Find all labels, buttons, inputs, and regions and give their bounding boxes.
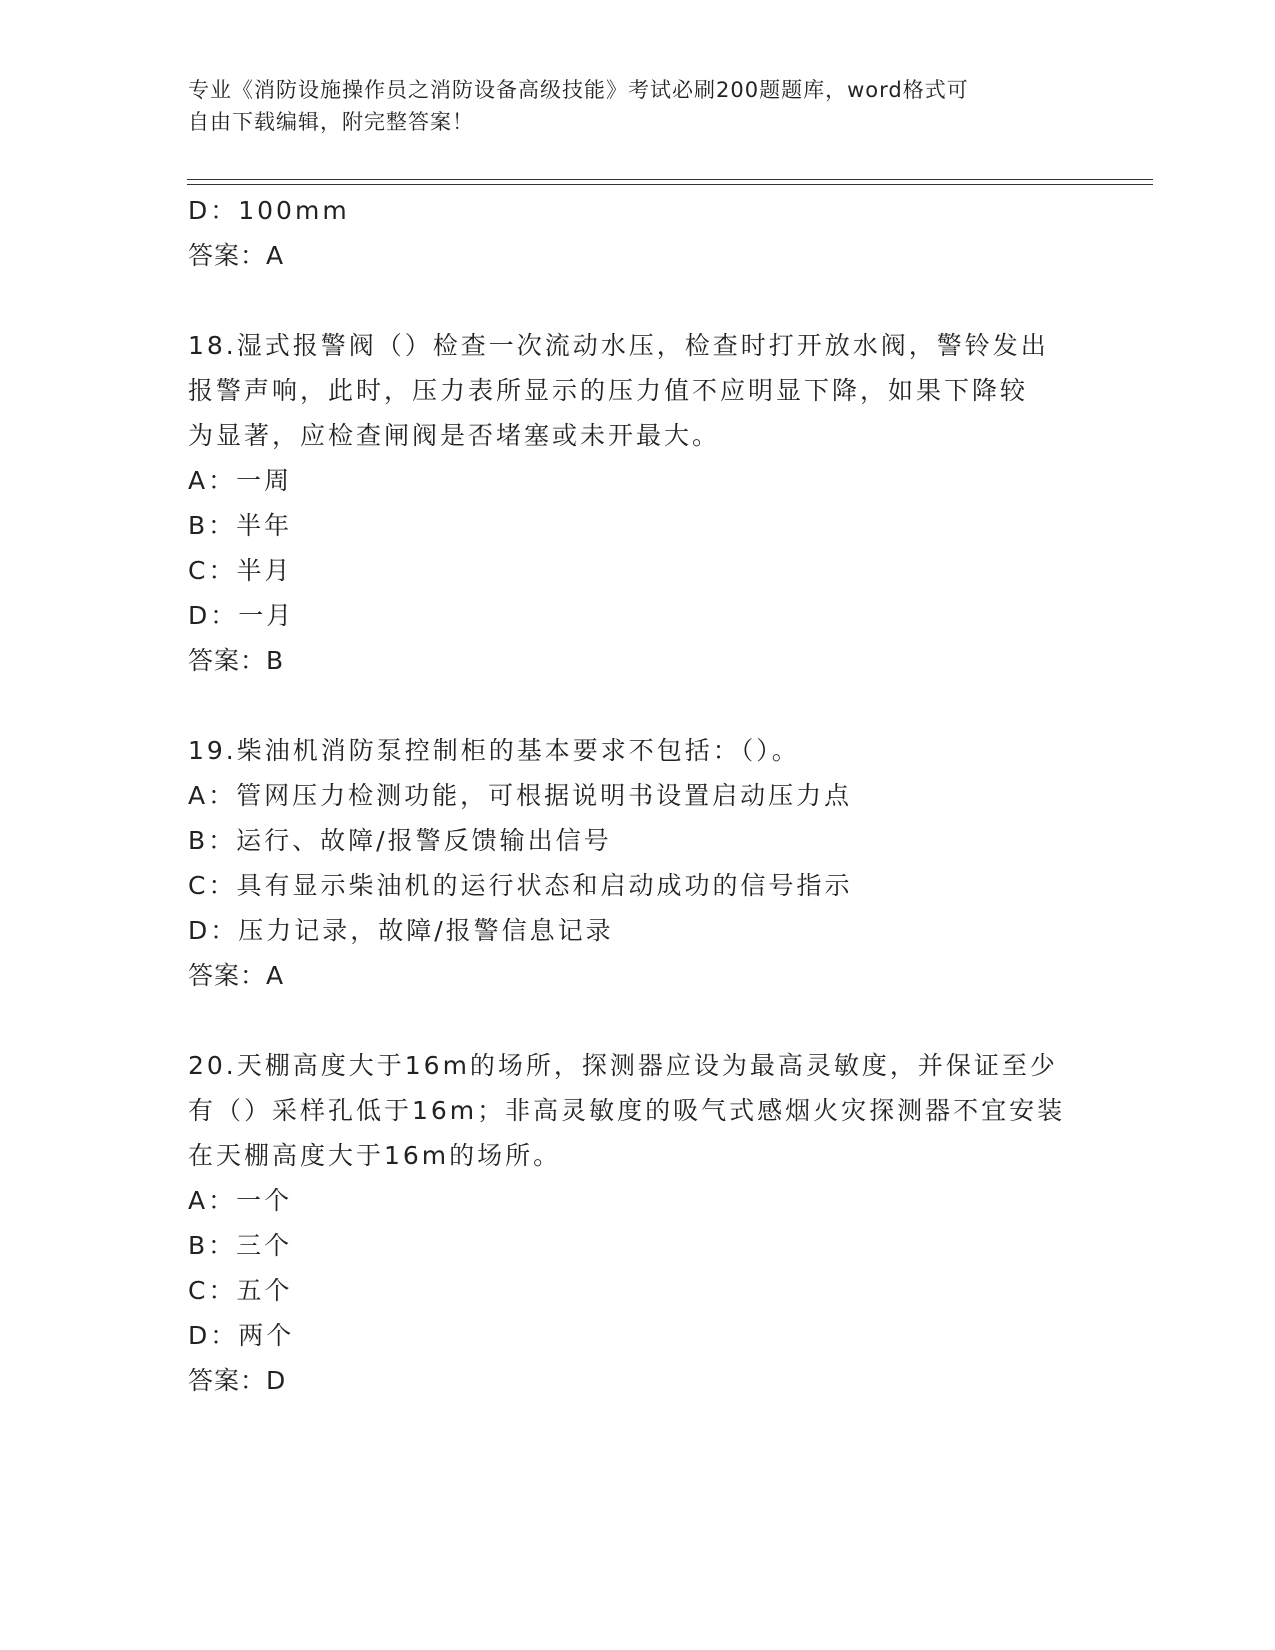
option-a: A：一周 bbox=[188, 466, 293, 495]
option-d: D：一月 bbox=[188, 601, 295, 630]
page-header bbox=[188, 74, 1088, 138]
spacer bbox=[188, 998, 1088, 1043]
option-b: B：半年 bbox=[188, 511, 293, 540]
option-d: D：两个 bbox=[188, 1321, 295, 1350]
option-d: D：压力记录，故障/报警信息记录 bbox=[188, 916, 614, 945]
question-text-line: 报警声响，此时，压力表所显示的压力值不应明显下降，如果下降较 bbox=[188, 376, 1029, 405]
answer-label: 答案：D bbox=[188, 1366, 287, 1395]
question-text-line: 有（）采样孔低于16m；非高灵敏度的吸气式感烟火灾探测器不宜安装 bbox=[188, 1096, 1066, 1125]
question-text-line: 19.柴油机消防泵控制柜的基本要求不包括：（）。 bbox=[188, 736, 800, 765]
question-20 bbox=[188, 1043, 1088, 1403]
answer-label: 答案：A bbox=[188, 961, 285, 990]
header-divider-top bbox=[187, 179, 1153, 180]
option-c: C：半月 bbox=[188, 556, 293, 585]
option-b: B：三个 bbox=[188, 1231, 293, 1260]
question-text-line: 18.湿式报警阀（）检查一次流动水压，检查时打开放水阀，警铃发出 bbox=[188, 331, 1049, 360]
header-line-1: 专业《消防设施操作员之消防设备高级技能》考试必刷200题题库，word格式可 bbox=[188, 78, 969, 102]
previous-question-tail bbox=[188, 188, 1088, 278]
answer-label: 答案：B bbox=[188, 646, 285, 675]
question-text-line: 在天棚高度大于16m的场所。 bbox=[188, 1141, 562, 1170]
option-b: B：运行、故障/报警反馈输出信号 bbox=[188, 826, 612, 855]
answer-label: 答案：A bbox=[188, 241, 285, 270]
question-text-line: 20.天棚高度大于16m的场所，探测器应设为最高灵敏度，并保证至少 bbox=[188, 1051, 1058, 1080]
option-d: D：100mm bbox=[188, 196, 350, 225]
header-divider-bottom bbox=[187, 184, 1153, 185]
option-c: C：具有显示柴油机的运行状态和启动成功的信号指示 bbox=[188, 871, 853, 900]
spacer bbox=[188, 278, 1088, 323]
option-a: A：一个 bbox=[188, 1186, 293, 1215]
question-19 bbox=[188, 728, 1088, 998]
question-text-line: 为显著，应检查闸阀是否堵塞或未开最大。 bbox=[188, 421, 721, 450]
spacer bbox=[188, 683, 1088, 728]
question-18 bbox=[188, 323, 1088, 683]
header-line-2: 自由下载编辑，附完整答案！ bbox=[188, 110, 474, 134]
option-c: C：五个 bbox=[188, 1276, 293, 1305]
option-a: A：管网压力检测功能，可根据说明书设置启动压力点 bbox=[188, 781, 853, 810]
question-list bbox=[188, 188, 1088, 1403]
